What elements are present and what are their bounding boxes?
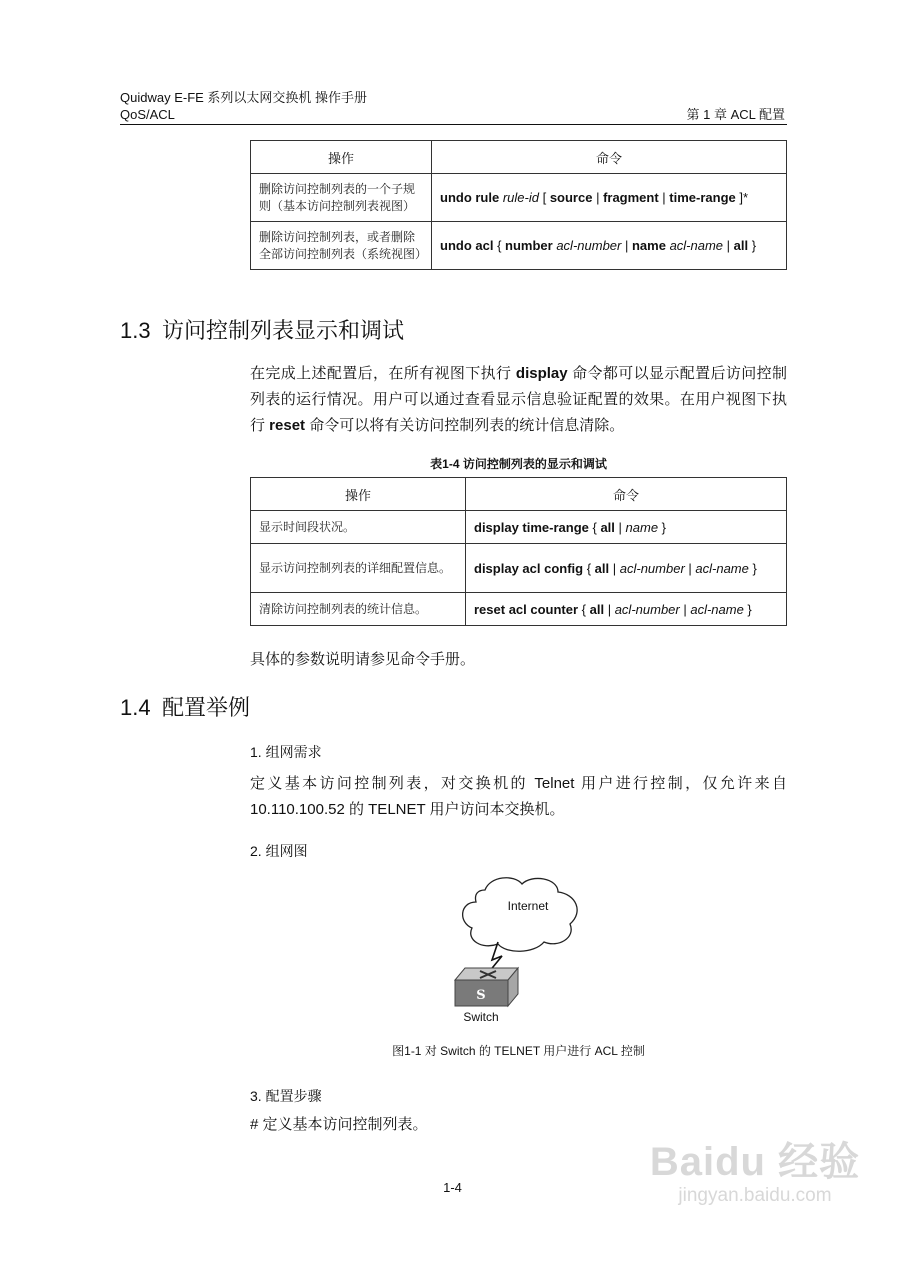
keyword: all	[589, 601, 605, 617]
keyword: reset	[269, 417, 306, 434]
operation-cell: 显示访问控制列表的详细配置信息。	[251, 544, 466, 593]
header-rule	[120, 124, 787, 125]
cloud-label: Internet	[507, 899, 549, 913]
text-run: |	[658, 190, 670, 205]
text-run: }	[743, 601, 752, 617]
text-run: |	[621, 238, 632, 253]
keyword: undo rule	[440, 190, 503, 205]
internet-cloud-icon	[463, 878, 577, 952]
text-run: {	[578, 601, 590, 617]
operation-cell: 删除访问控制列表的一个子规则（基本访问控制列表视图）	[251, 174, 432, 222]
switch-icon	[455, 968, 518, 1024]
command-cell	[466, 511, 787, 544]
argument: name	[625, 519, 659, 535]
text-run: }	[748, 238, 757, 253]
running-header	[120, 89, 367, 123]
operation-cell: 清除访问控制列表的统计信息。	[251, 593, 466, 626]
section-heading-1-3	[120, 318, 404, 344]
table-row	[251, 593, 787, 626]
step-3-text: # 定义基本访问控制列表。	[250, 1116, 428, 1133]
manual-title: Quidway E-FE 系列以太网交换机 操作手册	[120, 90, 368, 105]
argument: acl-number	[619, 560, 685, 576]
command-cell	[432, 222, 787, 270]
text-run: 命令可以将有关访问控制列表的统计信息清除。	[305, 417, 625, 434]
keyword: all	[600, 519, 615, 535]
keyword: fragment	[603, 190, 659, 205]
command-cell	[466, 593, 787, 626]
text-run: {	[583, 560, 595, 576]
text-run: |	[604, 601, 615, 617]
section-title: 配置举例	[162, 695, 251, 720]
acl-display-table	[250, 477, 787, 626]
column-header-operation: 操作	[251, 141, 432, 174]
column-header-operation: 操作	[251, 478, 466, 511]
keyword: time-range	[669, 190, 736, 205]
text-run: }	[658, 519, 667, 535]
keyword: number	[505, 238, 553, 253]
manual-section: QoS/ACL	[120, 107, 175, 122]
keyword: reset acl counter	[474, 601, 579, 617]
text-run: {	[493, 238, 506, 253]
text-run: }	[748, 560, 757, 576]
switch-label: Switch	[463, 1010, 499, 1024]
reference-note: 具体的参数说明请参见命令手册。	[250, 651, 476, 668]
step-3-heading: 3. 配置步骤	[250, 1088, 322, 1104]
text-run: |	[614, 519, 626, 535]
switch-glyph: S	[476, 988, 486, 1003]
table-caption: 表1-4 访问控制列表的显示和调试	[430, 457, 607, 471]
keyword: undo acl	[440, 238, 494, 253]
step-1-text: 定义基本访问控制列表，对交换机的 Telnet 用户进行控制，仅允许来自 10.110.100.52 的 TELNET 用户访问本交换机。	[250, 775, 787, 818]
cloud-shape	[463, 878, 577, 952]
table-row	[251, 511, 787, 544]
column-header-command: 命令	[466, 478, 787, 511]
keyword: source	[549, 190, 593, 205]
argument: acl-name	[695, 560, 749, 576]
section-number: 1.4	[120, 695, 151, 720]
text-run: [	[538, 190, 550, 205]
text-run: {	[588, 519, 601, 535]
text-run: |	[723, 238, 734, 253]
text-run: ]*	[735, 190, 749, 205]
text-run: 在完成上述配置后，在所有视图下执行	[250, 365, 516, 382]
network-diagram	[440, 872, 600, 1027]
operation-cell: 删除访问控制列表，或者删除全部访问控制列表（系统视图）	[251, 222, 432, 270]
step-1-heading: 1. 组网需求	[250, 744, 322, 760]
text-run: |	[679, 601, 691, 617]
command-cell	[466, 544, 787, 593]
keyword: all	[733, 238, 749, 253]
section-heading-1-4	[120, 695, 250, 721]
figure-caption: 图1-1 对 Switch 的 TELNET 用户进行 ACL 控制	[392, 1044, 645, 1058]
keyword: display time-range	[474, 519, 589, 535]
argument: acl-number	[556, 238, 622, 253]
table-row	[251, 544, 787, 593]
argument: acl-number	[614, 601, 680, 617]
argument: acl-name	[669, 238, 724, 253]
table-row	[251, 222, 787, 270]
watermark	[640, 1140, 870, 1208]
argument: rule-id	[502, 190, 539, 205]
keyword: name	[631, 238, 666, 253]
column-header-command: 命令	[432, 141, 787, 174]
watermark-logo: Baidu 经验	[649, 1140, 861, 1184]
chapter-title: 第 1 章 ACL 配置	[686, 107, 785, 122]
argument: acl-name	[690, 601, 744, 617]
page-number: 1-4	[443, 1180, 462, 1195]
keyword: display	[515, 365, 568, 382]
section-title: 访问控制列表显示和调试	[162, 318, 405, 343]
command-cell	[432, 174, 787, 222]
section-1-3-paragraph	[250, 361, 787, 439]
step-2-heading: 2. 组网图	[250, 843, 308, 859]
watermark-url: jingyan.baidu.com	[678, 1185, 832, 1206]
section-number: 1.3	[120, 318, 151, 343]
table-row	[251, 174, 787, 222]
text-run: |	[684, 560, 696, 576]
text-run: |	[592, 190, 604, 205]
text-run: |	[609, 560, 620, 576]
keyword: all	[594, 560, 610, 576]
acl-delete-table	[250, 140, 787, 270]
operation-cell: 显示时间段状况。	[251, 511, 466, 544]
text-run: 命令都可以显示配置后访问控制列表的运行情况。用户可以通过查看显示信息验证配置的效果。在用户视图下执行	[250, 365, 787, 434]
keyword: display acl config	[474, 560, 584, 576]
